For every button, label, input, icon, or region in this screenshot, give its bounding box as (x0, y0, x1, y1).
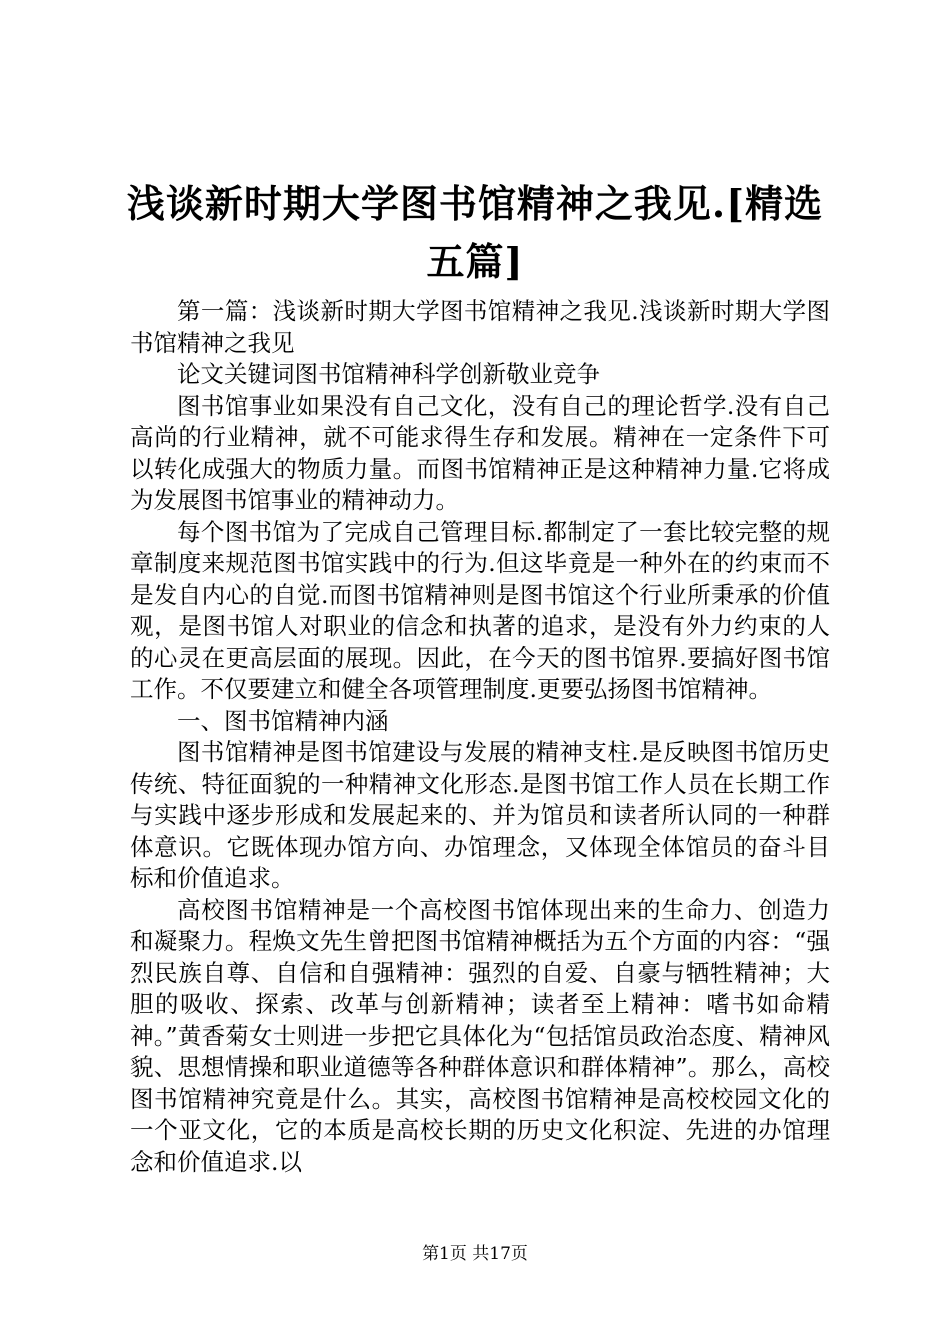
paragraph: 高校图书馆精神是一个高校图书馆体现出来的生命力、创造力和凝聚力。程焕文先生曾把图书馆精神概括为五个方面的内容：“强烈民族自尊、自信和自强精神：强烈的自爱、自豪与牺牲精神；大胆的吸收、探索、改革与创新精神；读者至上精神：嗜书如命精神。”黄香菊女士则进一步把它具体化为“包括馆员政治态度、精神风貌、思想情操和职业道德等各种群体意识和群体精神”。那么，高校图书馆精神究竟是什么。其实，高校图书馆精神是高校校园文化的一个亚文化，它的本质是高校长期的历史文化积淀、先进的办馆理念和价值追求.以 (130, 895, 830, 1176)
page-number-footer: 第1页 共17页 (422, 1244, 528, 1264)
paragraph-keywords: 论文关键词图书馆精神科学创新敬业竞争 (177, 360, 600, 388)
document-title: 浅谈新时期大学图书馆精神之我见.[精选五篇] (126, 181, 824, 284)
document-body (130, 296, 830, 1178)
paragraph: 每个图书馆为了完成自己管理目标.都制定了一套比较完整的规章制度来规范图书馆实践中的行为.但这毕竟是一种外在的约束而不是发自内心的自觉.而图书馆精神则是图书馆这个行业所秉承的价值观，是图书馆人对职业的信念和执著的追求，是没有外力约束的人的心灵在更高层面的展现。因此，在今天的图书馆界.要搞好图书馆工作。不仅要建立和健全各项管理制度.更要弘扬图书馆精神。 (130, 517, 830, 703)
section-heading: 一、图书馆精神内涵 (177, 706, 389, 735)
paragraph: 图书馆精神是图书馆建设与发展的精神支柱.是反映图书馆历史传统、特征面貌的一种精神文化形态.是图书馆工作人员在长期工作与实践中逐步形成和发展起来的、并为馆员和读者所认同的一种群体意识。它既体现办馆方向、办馆理念，又体现全体馆员的奋斗目标和价值追求。 (130, 738, 830, 892)
paragraph: 图书馆事业如果没有自己文化，没有自己的理论哲学.没有自己高尚的行业精神，就不可能求得生存和发展。精神在一定条件下可以转化成强大的物质力量。而图书馆精神正是这种精神力量.它将成为发展图书馆事业的精神动力。 (130, 391, 830, 514)
paragraph-chapter-heading: 第一篇：浅谈新时期大学图书馆精神之我见.浅谈新时期大学图书馆精神之我见 (130, 297, 830, 357)
